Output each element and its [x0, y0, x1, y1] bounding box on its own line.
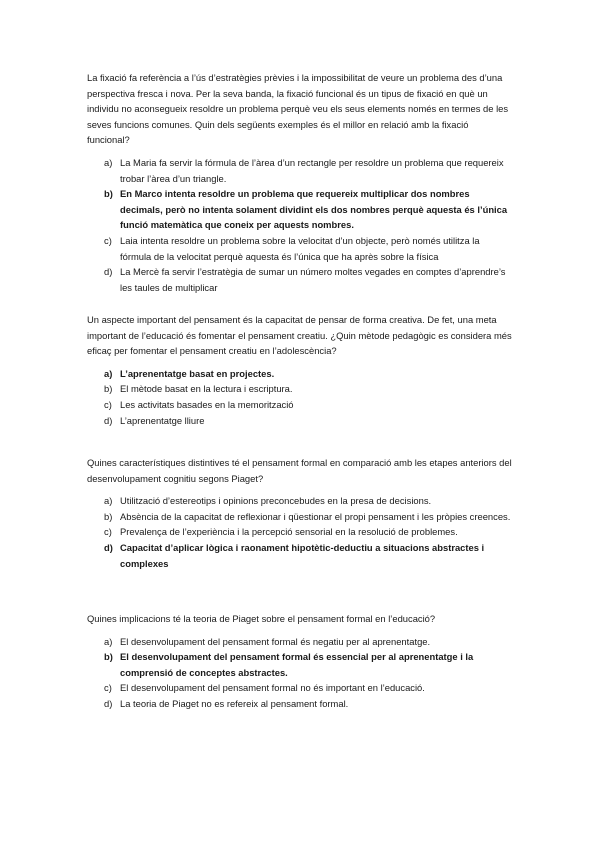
question-1-option-b — [87, 186, 513, 233]
option-text: El desenvolupament del pensament formal no és important en l’educació. — [120, 682, 425, 694]
option-letter: c) — [104, 682, 112, 694]
question-2-options — [87, 366, 513, 428]
option-text: L’aprenentatge lliure — [120, 414, 205, 426]
option-text: En Marco intenta resoldre un problema que requereix multiplicar dos nombres decimals, però no intenta solament dividint els dos nombres perquè aquesta és l’única funció matemàtica que coneix per aquests nombres. — [120, 188, 508, 231]
question-4-stem: Quines implicacions té la teoria de Piaget sobre el pensament formal en l’educació? — [87, 613, 436, 624]
option-letter: a) — [104, 156, 113, 168]
question-2-option-c — [87, 397, 513, 413]
question-2-option-a — [87, 366, 513, 382]
question-3-option-b — [87, 509, 513, 525]
question-2-stem: Un aspecte important del pensament és la capacitat de pensar de forma creativa. De fet, una meta important de l’educació és fomentar el pensament creatiu. ¿Quin mètode pedagògic es considera més eficaç per fomentar el pensament creatiu en l’adolescència? — [87, 314, 512, 357]
option-letter: b) — [104, 510, 113, 522]
question-3-option-a — [87, 493, 513, 509]
question-2-option-b — [87, 381, 513, 397]
option-letter: b) — [104, 651, 113, 663]
question-1-stem: La fixació fa referència a l’ús d’estratègies prèvies i la impossibilitat de veure un problema des d’una perspectiva fresca i nova. Per la seva banda, la fixació funcional és un tipus de fixació en què un individu no aconsegueix resoldre un problema perquè veu els seus elements només en termes de les seves funcions comunes. Quin dels següents exemples és el millor en relació amb la fixació funcional? — [87, 72, 509, 146]
question-3-stem: Quines característiques distintives té el pensament formal en comparació amb les etapes anteriors del desenvolupament cognitiu segons Piaget? — [87, 457, 512, 484]
option-letter: d) — [104, 541, 113, 553]
question-1-options — [87, 155, 513, 295]
option-text: L’aprenentatge basat en projectes. — [120, 367, 275, 379]
option-letter: b) — [104, 383, 113, 395]
question-4-option-c — [87, 680, 513, 696]
option-letter: d) — [104, 697, 113, 709]
question-3-option-c — [87, 524, 513, 540]
option-letter: c) — [104, 398, 112, 410]
option-text: Laia intenta resoldre un problema sobre la velocitat d’un objecte, però només utilitza la fórmula de la velocitat perquè aquesta és l’única que ha après sobre la física — [120, 234, 480, 262]
question-2-option-d — [87, 413, 513, 429]
question-1 — [87, 70, 513, 295]
option-text: El mètode basat en la lectura i escriptura. — [120, 383, 293, 395]
question-3-option-d — [87, 540, 513, 571]
question-4-option-a — [87, 634, 513, 650]
option-text: El desenvolupament del pensament formal és essencial per al aprenentatge i la comprensió de conceptes abstractes. — [120, 651, 474, 678]
option-letter: b) — [104, 188, 113, 200]
option-letter: c) — [104, 234, 112, 246]
option-letter: a) — [104, 635, 113, 647]
option-letter: d) — [104, 414, 113, 426]
option-text: Utilització d’estereotips i opinions preconcebudes en la presa de decisions. — [120, 495, 432, 507]
question-1-option-d — [87, 264, 513, 295]
option-letter: a) — [104, 367, 113, 379]
question-2 — [87, 312, 513, 428]
option-letter: a) — [104, 495, 113, 507]
option-text: La teoria de Piaget no es refereix al pensament formal. — [120, 697, 349, 709]
option-text: Les activitats basades en la memorització — [120, 398, 294, 410]
option-letter: c) — [104, 526, 112, 538]
option-text: El desenvolupament del pensament formal és negatiu per al aprenentatge. — [120, 635, 431, 647]
option-letter: d) — [104, 266, 113, 278]
question-1-option-a — [87, 155, 513, 186]
option-text: Capacitat d’aplicar lògica i raonament hipotètic-deductiu a situacions abstractes i complexes — [120, 541, 485, 569]
question-1-option-c — [87, 233, 513, 264]
question-3 — [87, 455, 513, 571]
question-4-options — [87, 634, 513, 712]
option-text: La Mercè fa servir l’estratègia de sumar un número moltes vegades en comptes d’aprendre’s les taules de multiplicar — [120, 266, 506, 293]
question-3-options — [87, 493, 513, 571]
option-text: Prevalença de l’experiència i la percepció sensorial en la resolució de problemes. — [120, 526, 458, 538]
question-4 — [87, 611, 513, 712]
option-text: La Maria fa servir la fórmula de l’àrea d’un rectangle per resoldre un problema que requereix trobar l’àrea d’un triangle. — [120, 156, 504, 184]
question-4-option-b — [87, 649, 513, 680]
option-text: Absència de la capacitat de reflexionar i qüestionar el propi pensament i les pròpies creences. — [120, 510, 511, 522]
question-4-option-d — [87, 696, 513, 712]
